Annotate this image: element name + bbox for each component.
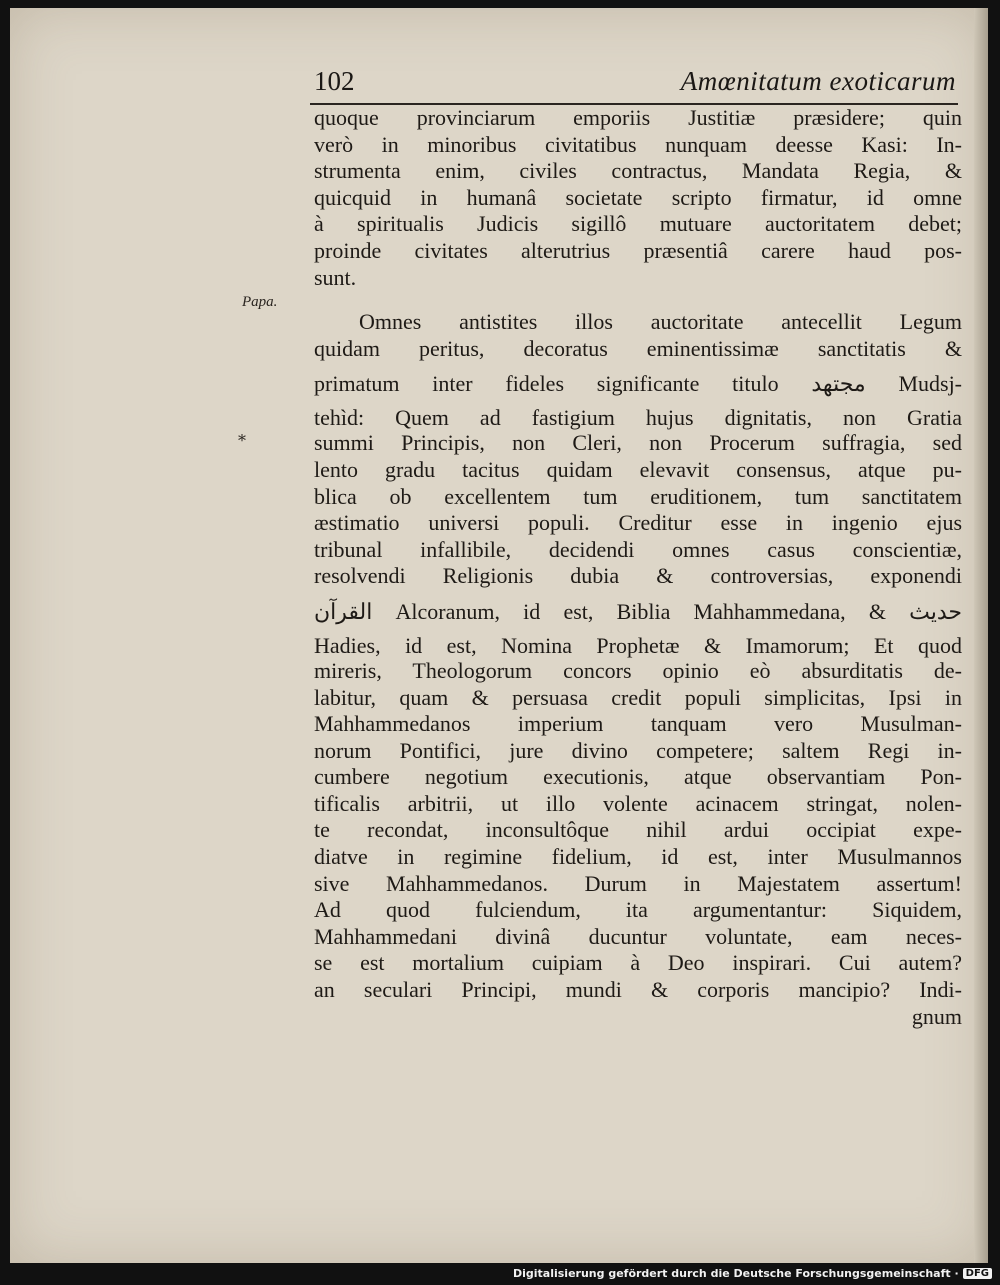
text-line: resolvendi Religionis dubia & controversias, exponendi — [314, 563, 962, 589]
text-line: diatve in regimine fidelium, id est, inter Musulmannos — [314, 844, 962, 870]
text-line: tribunal infallibile, decidendi omnes casus conscientiæ, — [314, 536, 962, 562]
text-line: sive Mahhammedanos. Durum in Majestatem assertum! — [314, 870, 962, 896]
text-line: lento gradu tacitus quidam elevavit consensus, atque pu- — [314, 456, 962, 482]
digitization-footer — [513, 1265, 992, 1281]
book-page — [10, 8, 988, 1263]
text-line: labitur, quam & persuasa credit populi simplicitas, Ipsi in — [314, 684, 962, 710]
text-line: Omnes antistites illos auctoritate antecellit Legum — [359, 309, 962, 335]
text-line: Hadies, id est, Nomina Prophetæ & Imamorum; Et quod — [314, 632, 962, 658]
text-line: verò in minoribus civitatibus nunquam deesse Kasi: In- — [314, 131, 962, 157]
text-line: quoque provinciarum emporiis Justitiæ præsidere; quin — [314, 105, 962, 130]
text-line: quidam peritus, decoratus eminentissimæ sanctitatis & — [314, 335, 962, 361]
text-line: mireris, Theologorum concors opinio eò absurditatis de- — [314, 657, 962, 683]
catchword: gnum — [911, 1003, 962, 1029]
text-line: Mahhammedani divinâ ducuntur voluntate, eam neces- — [314, 923, 962, 949]
margin-note-papa: Papa. — [242, 294, 278, 310]
text-line: strumenta enim, civiles contractus, Mandata Regia, & — [314, 158, 962, 184]
text-line: primatum inter fideles significante titulo مجتهد Mudsj- — [314, 371, 963, 397]
paragraph-2 — [314, 309, 962, 1030]
page-header — [310, 66, 970, 100]
text-line: cumbere negotium executionis, atque observantiam Pon- — [314, 764, 962, 790]
footer-credit: Digitalisierung gefördert durch die Deutsche Forschungsgemeinschaft · — [512, 1266, 959, 1280]
running-head: Amœnitatum exoticarum — [680, 66, 956, 96]
text-line: à spiritualis Judicis sigillô mutuare auctoritatem debet; — [314, 211, 962, 237]
text-line: Ad quod fulciendum, ita argumentantur: Siquidem, — [314, 897, 962, 923]
text-line: te recondat, inconsultôque nihil ardui occipiat expe- — [314, 817, 962, 843]
text-line: tehìd: Quem ad fastigium hujus dignitatis, non Gratia — [314, 405, 962, 431]
text-line: Mahhammedanos imperium tanquam vero Musulman- — [314, 711, 962, 737]
text-line: القرآن Alcoranum, id est, Biblia Mahhammedana, & حديث — [314, 598, 962, 624]
text-block — [314, 105, 962, 1030]
text-line: proinde civitates alterutrius præsentiâ carere haud pos- — [314, 237, 962, 263]
page-number: 102 — [314, 66, 355, 96]
text-line: æstimatio universi populi. Creditur esse in ingenio ejus — [314, 510, 962, 536]
text-line: blica ob excellentem tum eruditionem, tum sanctitatem — [314, 483, 962, 509]
text-line: tificalis arbitrii, ut illo volente acinacem stringat, nolen- — [314, 790, 962, 816]
text-line: norum Pontifici, jure divino competere; saltem Regi in- — [314, 737, 962, 763]
text-line: quicquid in humanâ societate scripto firmatur, id omne — [314, 184, 962, 210]
text-line: an seculari Principi, mundi & corporis mancipio? Indi- — [314, 977, 962, 1003]
page-spine-shadow — [974, 8, 988, 1263]
text-line: se est mortalium cuipiam à Deo inspirari. Cui autem? — [314, 950, 962, 976]
text-line: summi Principis, non Cleri, non Procerum suffragia, sed — [314, 430, 962, 456]
margin-asterisk-mark: * — [238, 431, 246, 450]
paragraph-1 — [314, 105, 962, 291]
dfg-logo-icon: DFG — [963, 1268, 992, 1279]
text-line: sunt. — [314, 264, 357, 290]
